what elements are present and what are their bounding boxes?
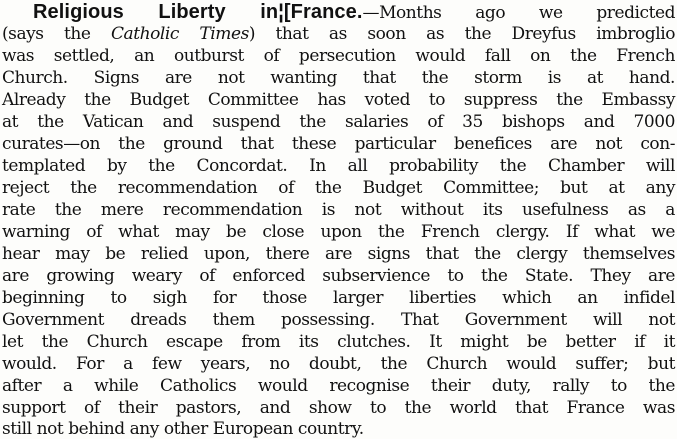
publication-name: Catholic Times bbox=[111, 24, 249, 44]
article-line-6: at the Vatican and suspend the salaries of 35 bishops and 7000 bbox=[2, 112, 675, 132]
article-headline bbox=[33, 1, 363, 23]
headline-text-part2: France. bbox=[290, 1, 363, 23]
article-line-19: support of their pastors, and show to the world that France was bbox=[2, 398, 675, 418]
article-line-11: warning of what may be close upon the French clergy. If what we bbox=[2, 222, 675, 242]
article-line-16: let the Church escape from its clutches. It might be better if it bbox=[2, 332, 675, 352]
article-line-20: still not behind any other European country. bbox=[2, 419, 364, 439]
article-line-10: rate the mere recommendation is not without its usefulness as a bbox=[2, 200, 675, 220]
article-line-8: templated by the Concordat. In all probability the Chamber will bbox=[2, 156, 675, 176]
article-line-12: hear may be relied upon, there are signs that the clergy themselves bbox=[2, 244, 675, 264]
article-line-18: after a while Catholics would recognise their duty, rally to the bbox=[2, 376, 675, 396]
article-text: (says the bbox=[2, 24, 91, 44]
article-line-3: was settled, an outburst of persecution would fall on the French bbox=[2, 46, 675, 66]
article-line-15: Government dreads them possessing. That Government will not bbox=[2, 310, 675, 330]
article-line-13: are growing weary of enforced subservience to the State. They are bbox=[2, 266, 675, 286]
article-line-1 bbox=[33, 1, 675, 23]
article-line-17: would. For a few years, no doubt, the Church would suffer; but bbox=[2, 354, 675, 374]
article-line-4: Church. Signs are not wanting that the storm is at hand. bbox=[2, 68, 675, 88]
article-text: —Months ago we predicted bbox=[362, 3, 675, 23]
article-line-14: beginning to sigh for those larger liberties which an infidel bbox=[2, 288, 675, 308]
article-line-2 bbox=[2, 23, 675, 45]
article-line-9: reject the recommendation of the Budget Committee; but at any bbox=[2, 178, 675, 198]
article-line-7: curates—on the ground that these particular benefices are not con- bbox=[2, 134, 675, 154]
print-artifact-mark: ¦[ bbox=[278, 1, 291, 23]
article-line-5: Already the Budget Committee has voted to suppress the Embassy bbox=[2, 90, 675, 110]
headline-text-part1: Religious Liberty in bbox=[33, 1, 279, 23]
article-text: ) that as soon as the Dreyfus imbroglio bbox=[248, 24, 675, 44]
